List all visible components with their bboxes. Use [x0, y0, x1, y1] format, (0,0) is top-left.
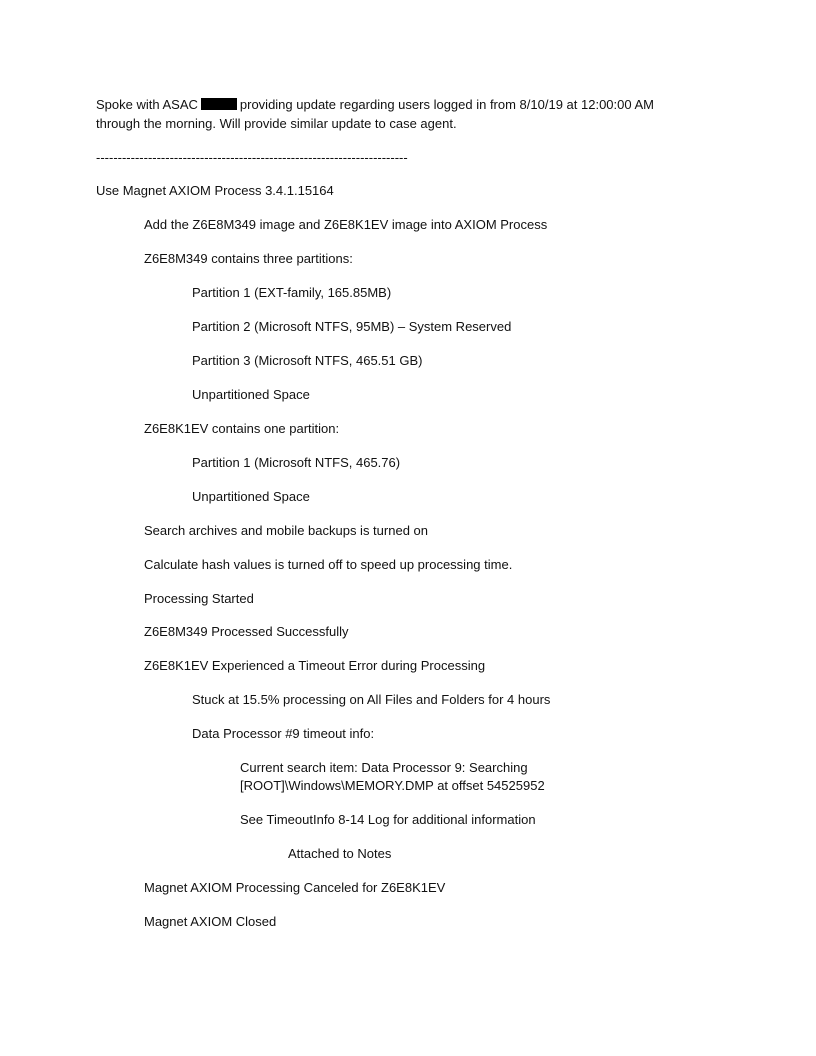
- k1ev-partition-1: Partition 1 (Microsoft NTFS, 465.76): [192, 455, 401, 470]
- k1ev-partitions-title: Z6E8K1EV contains one partition:: [144, 421, 340, 436]
- add-images-step: Add the Z6E8M349 image and Z6E8K1EV image into AXIOM Process: [144, 217, 548, 232]
- m349-partitions-title: Z6E8M349 contains three partitions:: [144, 251, 353, 266]
- attached-note: Attached to Notes: [288, 846, 392, 861]
- intro-line-1: [96, 96, 654, 114]
- m349-unpartitioned: Unpartitioned Space: [192, 387, 310, 402]
- k1ev-stuck-note: Stuck at 15.5% processing on All Files and Folders for 4 hours: [192, 692, 551, 707]
- current-search-item-line-1: Current search item: Data Processor 9: Searching: [240, 760, 528, 775]
- redaction-box: [201, 98, 237, 110]
- k1ev-unpartitioned: Unpartitioned Space: [192, 489, 310, 504]
- processing-canceled: Magnet AXIOM Processing Canceled for Z6E8K1EV: [144, 880, 446, 895]
- data-processor-title: Data Processor #9 timeout info:: [192, 726, 375, 741]
- intro-line-1-before: Spoke with ASAC: [96, 97, 198, 112]
- search-archives-setting: Search archives and mobile backups is turned on: [144, 523, 428, 538]
- m349-partition-2: Partition 2 (Microsoft NTFS, 95MB) – System Reserved: [192, 319, 512, 334]
- intro-line-1-after: providing update regarding users logged in from 8/10/19 at 12:00:00 AM: [239, 97, 654, 112]
- intro-line-2: through the morning. Will provide similar update to case agent.: [96, 116, 457, 131]
- k1ev-timeout-title: Z6E8K1EV Experienced a Timeout Error during Processing: [144, 658, 486, 673]
- m349-partition-1: Partition 1 (EXT-family, 165.85MB): [192, 285, 392, 300]
- processing-started: Processing Started: [144, 591, 254, 606]
- m349-processed: Z6E8M349 Processed Successfully: [144, 624, 349, 639]
- hash-values-setting: Calculate hash values is turned off to speed up processing time.: [144, 557, 513, 572]
- separator-line: ------------------------------------------------------------------------: [96, 150, 408, 165]
- current-search-item-line-2: [ROOT]\Windows\MEMORY.DMP at offset 54525952: [240, 778, 545, 793]
- process-heading: Use Magnet AXIOM Process 3.4.1.15164: [96, 183, 334, 198]
- m349-partition-3: Partition 3 (Microsoft NTFS, 465.51 GB): [192, 353, 423, 368]
- see-log-note: See TimeoutInfo 8-14 Log for additional information: [240, 812, 536, 827]
- axiom-closed: Magnet AXIOM Closed: [144, 914, 277, 929]
